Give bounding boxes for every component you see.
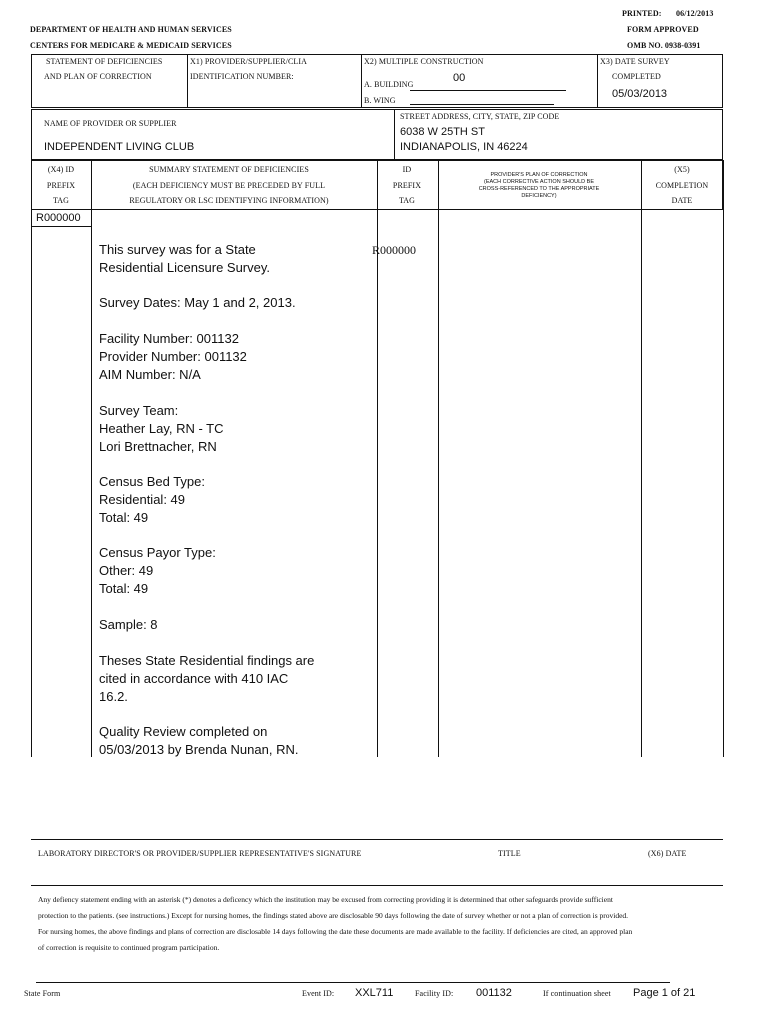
- summary-header-3: REGULATORY OR LSC IDENTIFYING INFORMATION): [129, 196, 329, 205]
- col-line-x4: [91, 160, 92, 757]
- tag-row-line: [31, 226, 91, 227]
- plan-header-3: CROSS-REFERENCED TO THE APPROPRIATE: [478, 186, 600, 192]
- x1-label-2: IDENTIFICATION NUMBER:: [190, 72, 294, 81]
- left-prefix-tag: R000000: [36, 212, 81, 224]
- x3-label-1: X3) DATE SURVEY: [600, 57, 670, 66]
- x4-header-1: (X4) ID: [47, 165, 75, 174]
- id-header-2: PREFIX: [392, 181, 422, 190]
- address-line-1: 6038 W 25TH ST: [400, 126, 485, 138]
- building-value: 00: [453, 72, 466, 84]
- facility-id-label: Facility ID:: [415, 989, 454, 998]
- finding-paragraph: Survey Team: Heather Lay, RN - TC Lori Brettnacher, RN: [99, 403, 224, 454]
- id-header-1: ID: [402, 165, 412, 174]
- facility-id-value: 001132: [476, 987, 512, 999]
- provider-name-label: NAME OF PROVIDER OR SUPPLIER: [44, 119, 177, 128]
- col-line-id: [438, 160, 439, 757]
- disclosure-notice: Any defiency statement ending with an asterisk (*) denotes a deficency which the institution may be excused from correcting providing it is determined that other safeguards provide sufficient protection to the patients. (see instructions.) Except for nursing homes, the findings stated above are disclosable 90 days following the date of survey whether or not a plan of correction is provided. For nursing homes, the above findings and plans of correction are disclosable 14 days following the date these documents are made available to the facility. If deficiencies are cited, an approved plan of correction is requisite to continued program participation.: [38, 895, 633, 952]
- wing-label: B. WING: [364, 96, 396, 105]
- form-approved: FORM APPROVED: [627, 25, 699, 34]
- finding-paragraph: Sample: 8: [99, 617, 158, 632]
- address-line-2: INDIANAPOLIS, IN 46224: [400, 141, 528, 153]
- finding-paragraph: Facility Number: 001132 Provider Number: 001132 AIM Number: N/A: [99, 331, 247, 382]
- plan-header-1: PROVIDER'S PLAN OF CORRECTION: [490, 172, 588, 178]
- x4-header-3: TAG: [52, 196, 70, 205]
- signature-bottom-line: [31, 885, 723, 886]
- omb-number: OMB NO. 0938-0391: [627, 41, 701, 50]
- event-id-label: Event ID:: [302, 989, 335, 998]
- finding-paragraph: Quality Review completed on 05/03/2013 by Brenda Nunan, RN.: [99, 724, 299, 757]
- statement-label-1: STATEMENT OF DEFICIENCIES: [46, 57, 163, 66]
- x1-label-1: X1) PROVIDER/SUPPLIER/CLIA: [190, 57, 308, 66]
- signature-label: LABORATORY DIRECTOR'S OR PROVIDER/SUPPLIER REPRESENTATIVE'S SIGNATURE: [38, 849, 362, 858]
- id-header-3: TAG: [398, 196, 416, 205]
- title-label: TITLE: [498, 849, 521, 858]
- provider-row-divider: [394, 109, 395, 160]
- finding-paragraph: This survey was for a State Residential Licensure Survey.: [99, 242, 271, 275]
- printed-label: PRINTED:: [622, 9, 662, 18]
- wing-underline: [410, 104, 554, 105]
- centers-name: CENTERS FOR MEDICARE & MEDICAID SERVICES: [30, 41, 232, 50]
- statement-label-2: AND PLAN OF CORRECTION: [44, 72, 152, 81]
- x5-header-2: COMPLETION: [655, 181, 709, 190]
- address-label: STREET ADDRESS, CITY, STATE, ZIP CODE: [400, 112, 560, 121]
- right-prefix-tag: R000000: [372, 243, 417, 257]
- finding-paragraph: Survey Dates: May 1 and 2, 2013.: [99, 295, 296, 310]
- event-id-value: XXL711: [355, 987, 394, 999]
- finding-paragraph: Census Payor Type: Other: 49 Total: 49: [99, 545, 216, 596]
- x2-label: X2) MULTIPLE CONSTRUCTION: [364, 57, 484, 66]
- col-line-left: [31, 160, 32, 757]
- plan-header-4: DEFICIENCY): [521, 193, 557, 199]
- x6-date-label: (X6) DATE: [648, 849, 687, 858]
- finding-paragraph: Theses State Residential findings are cited in accordance with 410 IAC 16.2.: [99, 653, 315, 704]
- x5-header-3: DATE: [671, 196, 693, 205]
- department-name: DEPARTMENT OF HEALTH AND HUMAN SERVICES: [30, 25, 232, 34]
- col-line-plan: [641, 160, 642, 757]
- x3-date-value: 05/03/2013: [612, 88, 668, 100]
- summary-header-2: (EACH DEFICIENCY MUST BE PRECEDED BY FULL: [132, 181, 326, 190]
- building-underline: [410, 90, 566, 91]
- printed-date: 06/12/2013: [676, 9, 714, 18]
- page-number: Page 1 of 21: [633, 987, 696, 999]
- provider-name-value: INDEPENDENT LIVING CLUB: [44, 141, 195, 153]
- state-form-label: State Form: [24, 989, 61, 998]
- summary-header-1: SUMMARY STATEMENT OF DEFICIENCIES: [149, 165, 309, 174]
- x4-header-2: PREFIX: [46, 181, 76, 190]
- continuation-label: If continuation sheet: [543, 989, 611, 998]
- x3-label-2: COMPLETED: [612, 72, 661, 81]
- footer-line: [36, 982, 670, 983]
- finding-paragraph: Census Bed Type: Residential: 49 Total: 49: [99, 474, 205, 525]
- plan-header-2: (EACH CORRECTIVE ACTION SHOULD BE: [483, 179, 595, 185]
- x5-header-1: (X5): [674, 165, 690, 174]
- signature-top-line: [31, 839, 723, 840]
- building-label: A. BUILDING: [364, 80, 414, 89]
- col-line-right: [723, 160, 724, 757]
